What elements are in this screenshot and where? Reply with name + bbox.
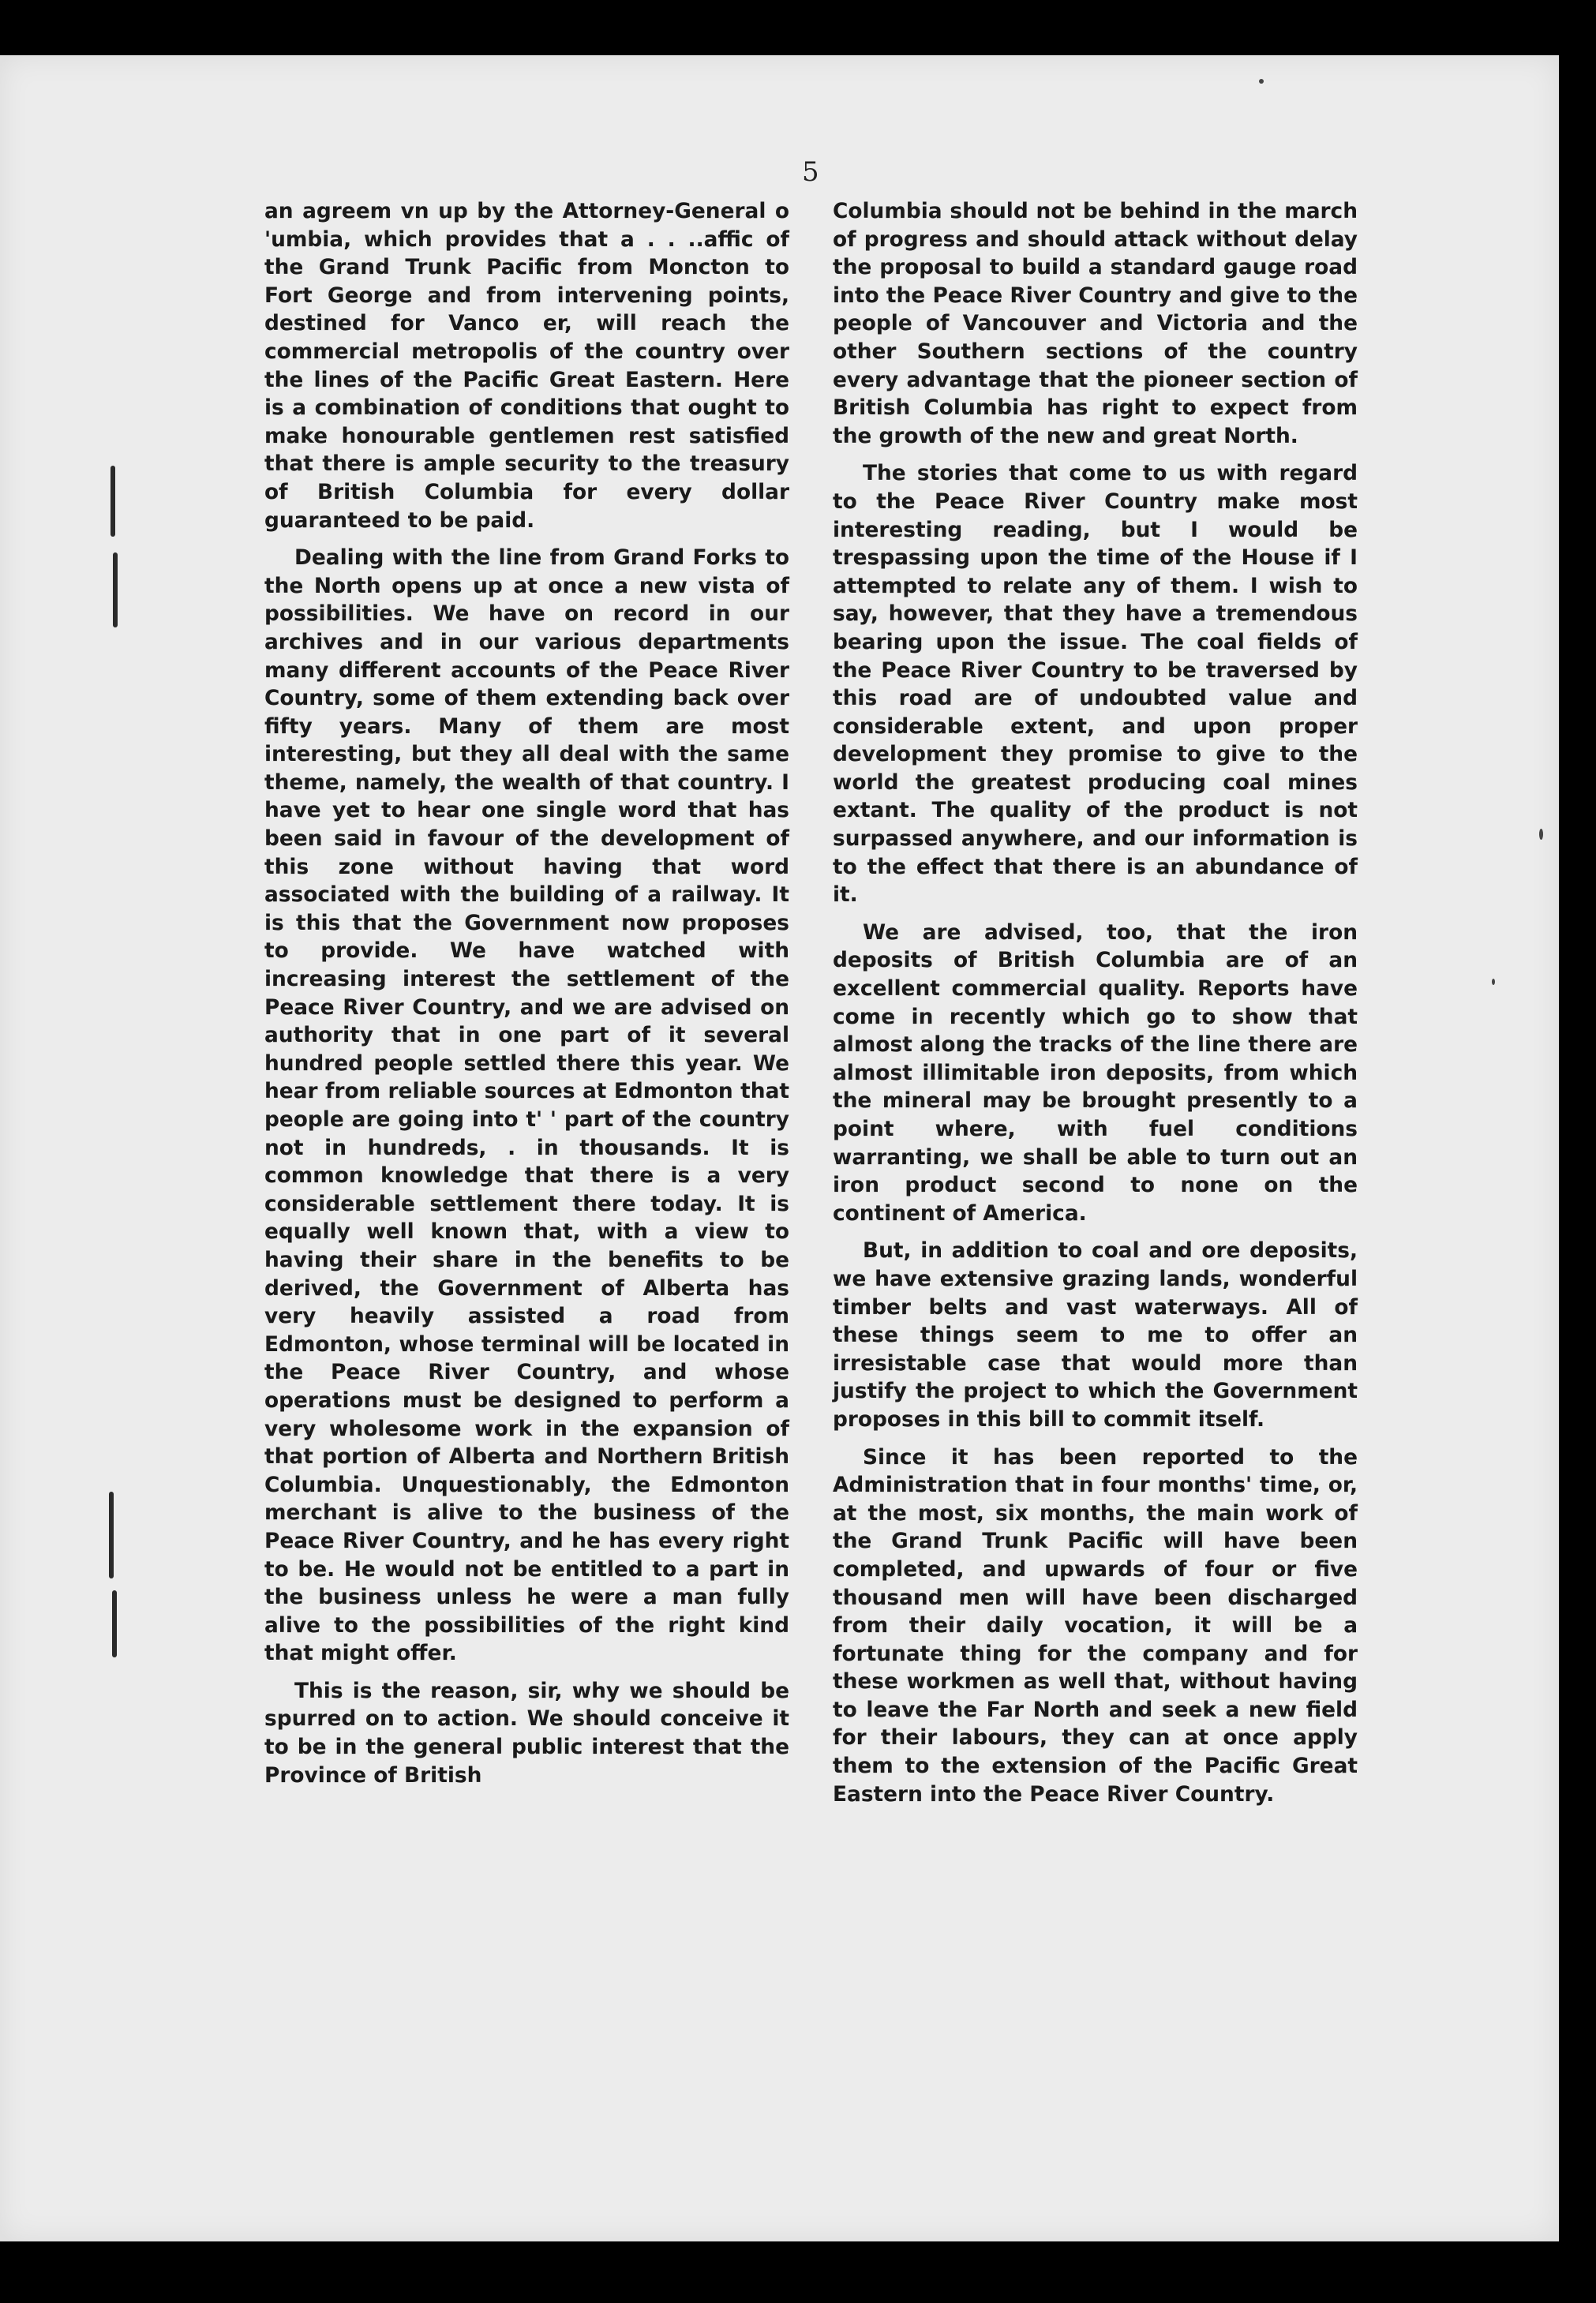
paper-speck [1539, 829, 1543, 840]
paragraph: Columbia should not be behind in the march of progress and should attack without delay the proposal to build a standard gauge road into the Peace River Country and give to the people of Vancouver and Victoria and the other Southern sections of the country every advantage that the pioneer section of British Columbia has right to expect from the growth of the new and great North. [833, 199, 1358, 448]
right-text-column [833, 197, 1358, 1818]
paper-speck [1259, 79, 1264, 84]
binding-mark-lower-2 [112, 1590, 117, 1657]
binding-mark-lower-1 [109, 1492, 114, 1578]
paragraph: Dealing with the line from Grand Forks to the North opens up at once a new vista of possibilities. We have on record in our archives and in our various departments many different accounts of the Peace River Country, some of them extending back over fifty years. Many of them are most interesting, but they all deal with the same theme, namely, the wealth of that country. I have yet to hear one single word that has been said in favour of the development of this zone without having that word associated with the building of a railway. It is this that the Government now proposes to provide. We have watched with increasing interest the settlement of the Peace River Country, and we are advised on authority that in one part of it several hundred people settled there this year. We hear from reliable sources at Edmonton that people are going into t' ' part of the country not in hundreds, . in thousands. It is common knowledge that there is a very considerable settlement there today. It is equally well known that, with a view to having their share in the benefits to be derived, the Government of Alberta has very heavily assisted a road from Edmonton, whose terminal will be located in the Peace River Country, and whose operations must be designed to perform a very wholesome work in the expansion of that portion of Alberta and Northern British Columbia. Unquestionably, the Edmonton merchant is alive to the business of the Peace River Country, and he has every right to be. He would not be entitled to a part in the business unless he were a man fully alive to the possibilities of the right kind that might offer. [264, 545, 789, 1666]
binding-mark-upper-1 [111, 466, 115, 537]
paragraph: an agreem vn up by the Attorney-General o 'umbia, which provides that a . . ..affic of the Grand Trunk Pacific from Moncton to Fort George and from intervening points, destined for Vanco er, will reach the commercial metropolis of the country over the lines of the Pacific Great Eastern. Here is a combination of conditions that ought to make honourable gentlemen rest satisfied that there is ample security to the treasury of British Columbia for every dollar guaranteed to be paid. [264, 199, 789, 533]
page-number: 5 [802, 156, 819, 188]
binding-mark-upper-2 [113, 552, 118, 627]
paragraph: Since it has been reported to the Administration that in four months' time, or, at the most, six months, the main work of the Grand Trunk Pacific will have been completed, and upwards of four or five thousand men will have been discharged from their daily vocation, it will be a fortunate thing for the company and for these workmen as well that, without having to leave the Far North and seek a new field for their labours, they can at once apply them to the extension of the Pacific Great Eastern into the Peace River Country. [833, 1444, 1358, 1807]
paragraph: This is the reason, sir, why we should be spurred on to action. We should conceive it to be in the general public interest that the Province of British [264, 1678, 789, 1788]
paragraph: But, in addition to coal and ore deposits, we have extensive grazing lands, wonderful timber belts and vast waterways. All of these things seem to me to offer an irresistable case that would more than justify the project to which the Government proposes in this bill to commit itself. [833, 1238, 1358, 1432]
paragraph: We are advised, too, that the iron deposits of British Columbia are of an excellent commercial quality. Reports have come in recently which go to show that almost along the tracks of the line there are almost illimitable iron deposits, from which the mineral may be brought presently to a point where, with fuel conditions warranting, we shall be able to turn out an iron product second to none on the continent of America. [833, 919, 1358, 1226]
left-text-column [264, 197, 789, 1799]
paper-speck [1492, 979, 1495, 985]
paragraph: The stories that come to us with regard to the Peace River Country make most interesting reading, but I would be trespassing upon the time of the House if I attempted to relate any of them. I wish to say, however, that they have a tremendous bearing upon the issue. The coal fields of the Peace River Country to be traversed by this road are of undoubted value and considerable extent, and upon proper development they promise to give to the world the greatest producing coal mines extant. The quality of the product is not surpassed anywhere, and our information is to the effect that there is an abundance of it. [833, 461, 1358, 908]
